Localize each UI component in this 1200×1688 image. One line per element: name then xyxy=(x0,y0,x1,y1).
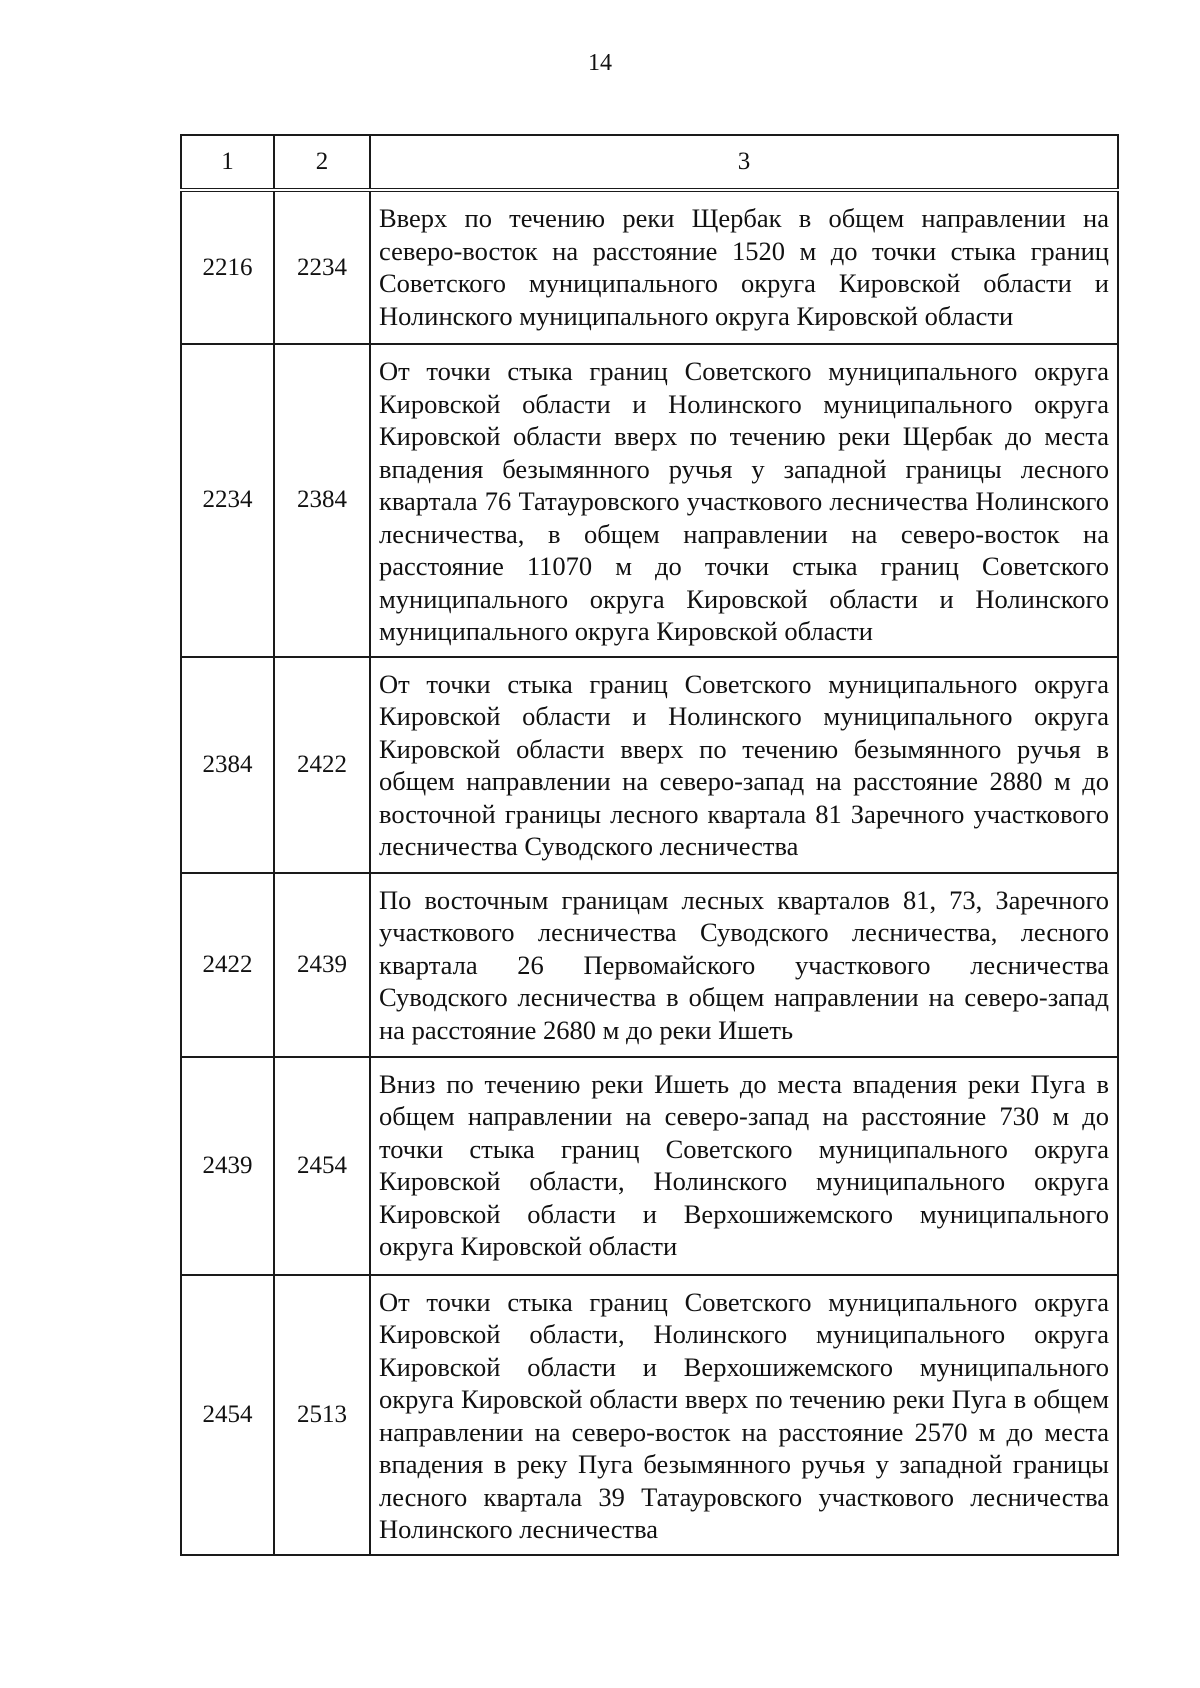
point-from-cell: 2384 xyxy=(181,657,274,873)
column-header-1: 1 xyxy=(181,135,274,190)
table-row xyxy=(181,873,1118,1057)
table-row xyxy=(181,344,1118,657)
description-cell: От точки стыка границ Советского муниципального округа Кировской области, Нолинского муниципального округа Кировской области и Верхошижемского муниципального округа Кировской области вверх по течению реки Пуга в общем направлении на северо-восток на расстояние 2570 м до места впадения в реку Пуга безымянного ручья у западной границы лесного квартала 39 Татауровского участкового лесничества Нолинского лесничества xyxy=(370,1275,1118,1555)
point-to-cell: 2439 xyxy=(274,873,370,1057)
boundary-table xyxy=(180,134,1119,1556)
page-number: 14 xyxy=(588,50,612,76)
description-cell: От точки стыка границ Советского муниципального округа Кировской области и Нолинского муниципального округа Кировской области вверх по течению безымянного ручья в общем направлении на северо-запад на расстояние 2880 м до восточной границы лесного квартала 81 Заречного участкового лесничества Суводского лесничества xyxy=(370,657,1118,873)
table-header-row xyxy=(181,135,1118,190)
point-to-cell: 2234 xyxy=(274,190,370,344)
table-row xyxy=(181,1275,1118,1555)
point-to-cell: 2454 xyxy=(274,1057,370,1275)
point-from-cell: 2439 xyxy=(181,1057,274,1275)
point-to-cell: 2422 xyxy=(274,657,370,873)
point-from-cell: 2454 xyxy=(181,1275,274,1555)
point-from-cell: 2234 xyxy=(181,344,274,657)
description-cell: По восточным границам лесных кварталов 81, 73, Заречного участкового лесничества Суводского лесничества, лесного квартала 26 Первомайского участкового лесничества Суводского лесничества в общем направлении на северо-запад на расстояние 2680 м до реки Ишеть xyxy=(370,873,1118,1057)
table-row xyxy=(181,1057,1118,1275)
description-cell: Вниз по течению реки Ишеть до места впадения реки Пуга в общем направлении на северо-запад на расстояние 730 м до точки стыка границ Советского муниципального округа Кировской области, Нолинского муниципального округа Кировской области и Верхошижемского муниципального округа Кировской области xyxy=(370,1057,1118,1275)
table-row xyxy=(181,657,1118,873)
point-to-cell: 2384 xyxy=(274,344,370,657)
point-from-cell: 2422 xyxy=(181,873,274,1057)
point-to-cell: 2513 xyxy=(274,1275,370,1555)
column-header-3: 3 xyxy=(370,135,1118,190)
description-cell: От точки стыка границ Советского муниципального округа Кировской области и Нолинского муниципального округа Кировской области вверх по течению реки Щербак до места впадения безымянного ручья у западной границы лесного квартала 76 Татауровского участкового лесничества Нолинского лесничества, в общем направлении на северо-восток на расстояние 11070 м до точки стыка границ Советского муниципального округа Кировской области и Нолинского муниципального округа Кировской области xyxy=(370,344,1118,657)
description-cell: Вверх по течению реки Щербак в общем направлении на северо-восток на расстояние 1520 м до точки стыка границ Советского муниципального округа Кировской области и Нолинского муниципального округа Кировской области xyxy=(370,190,1118,344)
table-row xyxy=(181,190,1118,344)
column-header-2: 2 xyxy=(274,135,370,190)
point-from-cell: 2216 xyxy=(181,190,274,344)
